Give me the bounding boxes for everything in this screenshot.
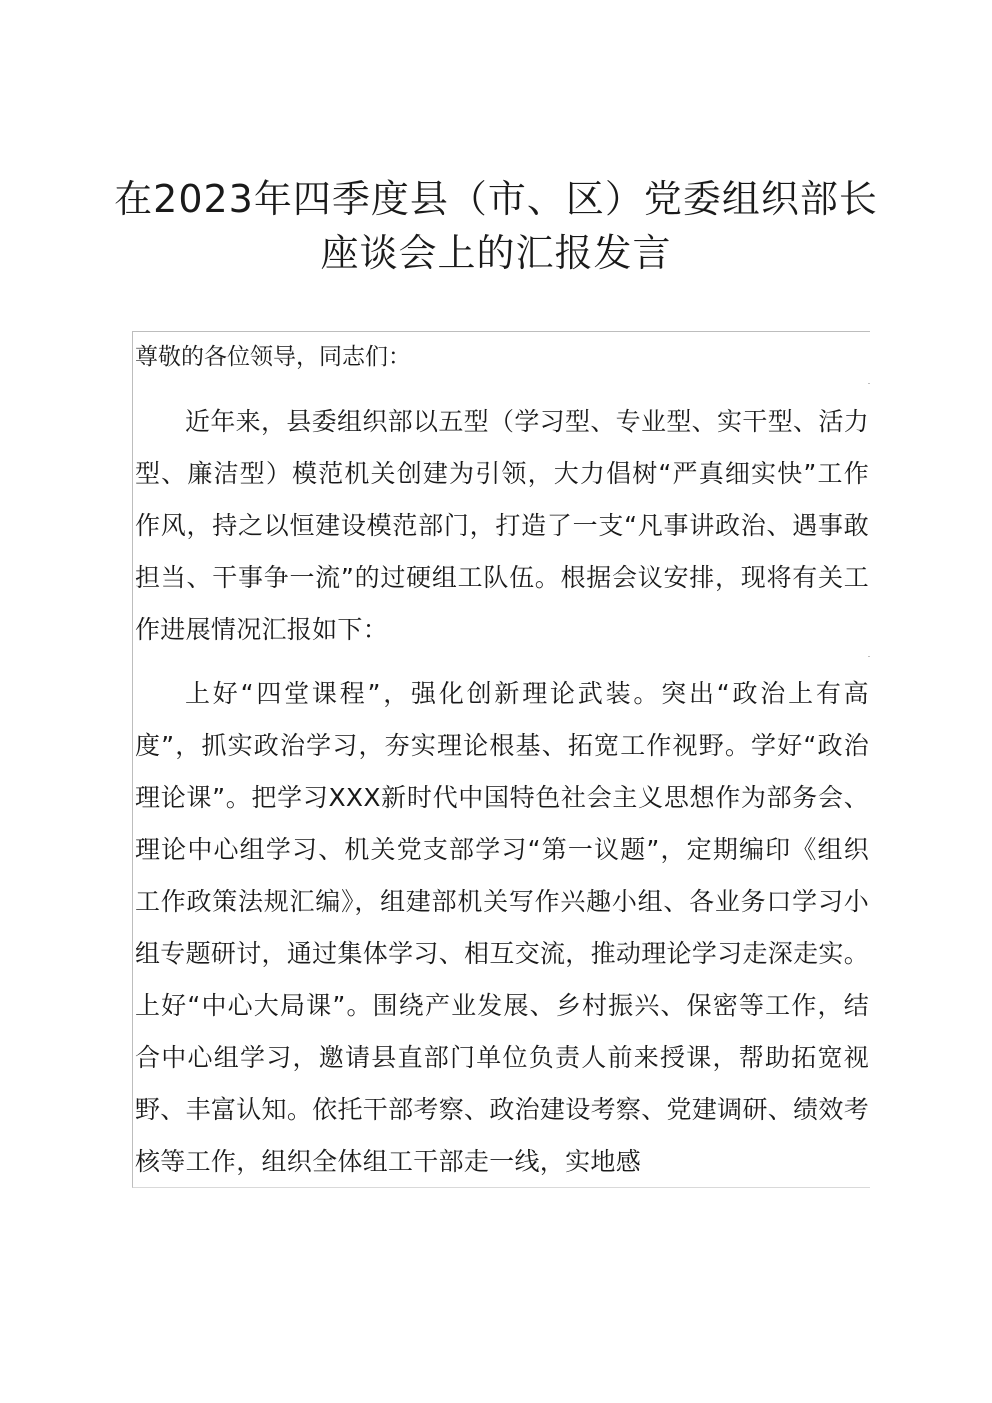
paragraph-section-1: 上好“四堂课程”，强化创新理论武装。突出“政治上有高度”，抓实政治学习，夯实理论根基、拓宽工作视野。学好“政治理论课”。把学习XXX新时代中国特色社会主义思想作为部务会、理论中心组学习、机关党支部学习“第一议题”，定期编印《组织工作政策法规汇编》，组建部机关写作兴趣小组、各业务口学习小组专题研讨，通过集体学习、相互交流，推动理论学习走深走实。上好“中心大局课”。围绕产业发展、乡村振兴、保密等工作，结合中心组学习，邀请县直部门单位负责人前来授课，帮助拓宽视野、丰富认知。依托干部考察、政治建设考察、党建调研、绩效考核等工作，组织全体组工干部走一线，实地感 <box>135 679 869 1176</box>
divider <box>868 383 870 384</box>
document-title-line-1: 在2023年四季度县（市、区）党委组织部长 <box>114 177 878 221</box>
document-body <box>132 331 870 1188</box>
paragraph-intro: 近年来，县委组织部以五型（学习型、专业型、实干型、活力型、廉洁型）模范机关创建为引领，大力倡树“严真细实快”工作作风，持之以恒建设模范部门，打造了一支“凡事讲政治、遇事敢担当、干事争一流”的过硬组工队伍。根据会议安排，现将有关工作进展情况汇报如下： <box>135 407 869 644</box>
document-title <box>0 172 992 280</box>
document-title-line-2: 座谈会上的汇报发言 <box>320 231 672 275</box>
divider <box>868 656 870 657</box>
greeting: 尊敬的各位领导，同志们： <box>135 344 411 370</box>
